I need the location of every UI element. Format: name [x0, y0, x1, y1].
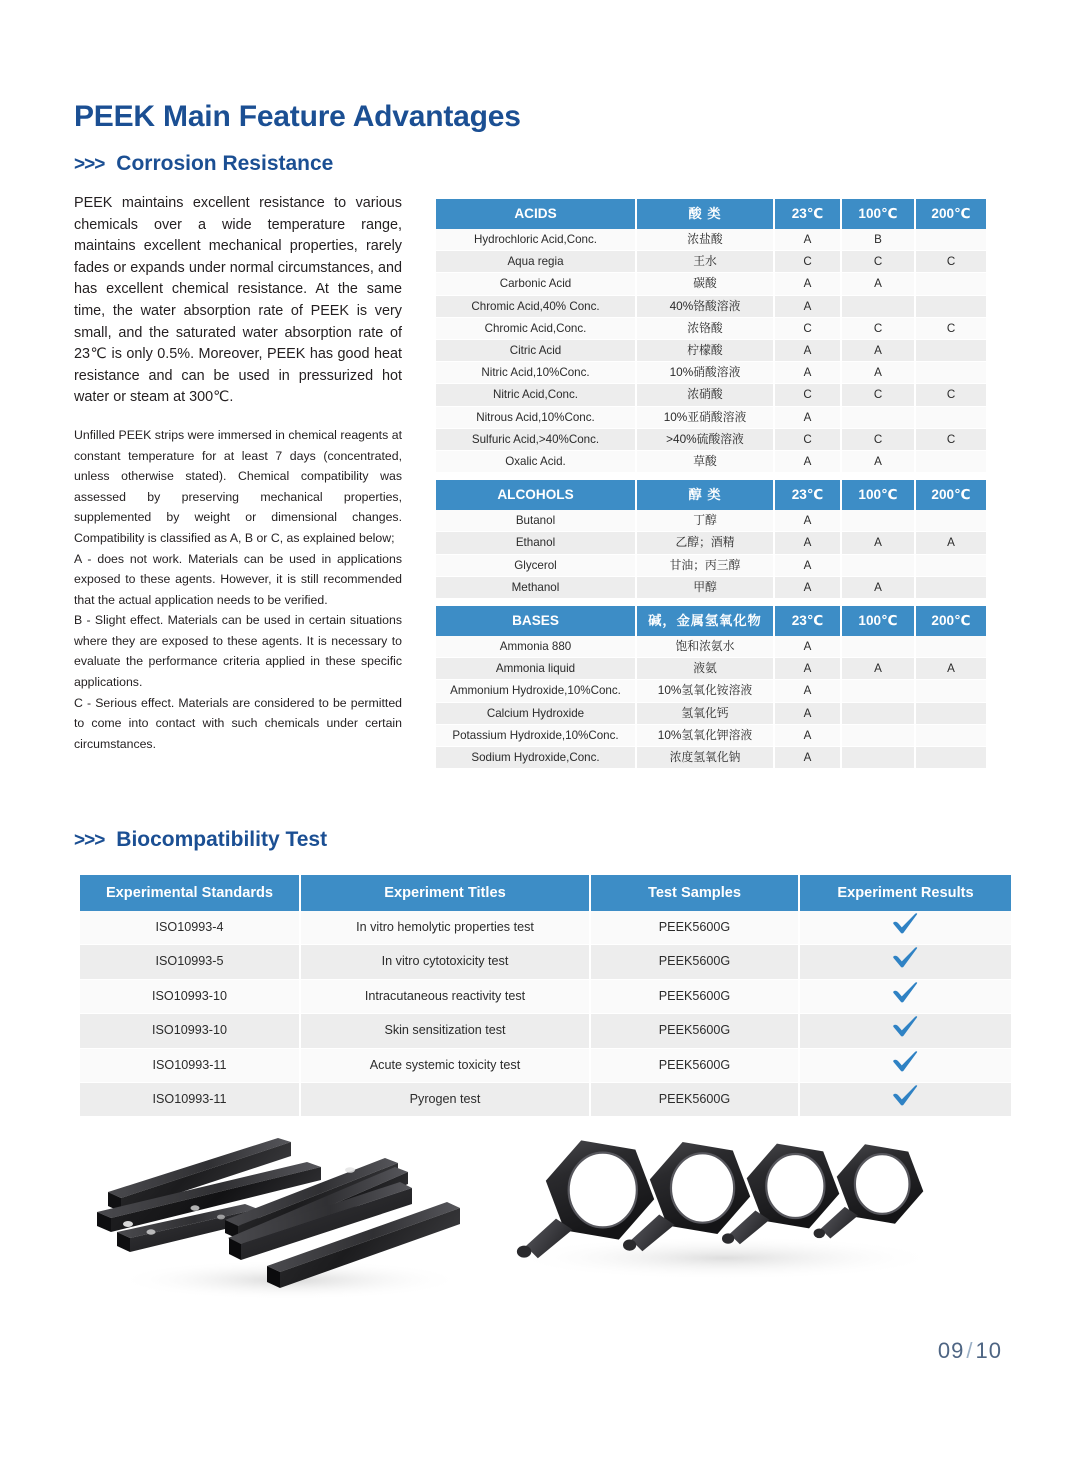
check-mark-icon [891, 981, 921, 1012]
table-row [436, 251, 986, 273]
table-row [80, 980, 1011, 1014]
table-row [436, 296, 986, 318]
rating-cell: C [916, 318, 986, 340]
table-header-row [80, 875, 1011, 911]
rating-cell: C [842, 318, 914, 340]
rating-cell [916, 577, 986, 599]
chemical-name-cn: 王水 [637, 251, 773, 273]
product-photo-row [0, 1110, 1080, 1320]
column-header: 醇 类 [637, 480, 773, 510]
rating-cell: A [775, 362, 840, 384]
table-row [436, 725, 986, 747]
rating-cell [916, 229, 986, 251]
check-mark-icon [891, 912, 921, 943]
column-header: 200℃ [916, 480, 986, 510]
chemical-name-cn: 甘油；丙三醇 [637, 555, 773, 577]
table-header-row [436, 606, 986, 636]
rating-cell: A [775, 658, 840, 680]
column-header: BASES [436, 606, 635, 636]
chemical-name-cn: 浓铬酸 [637, 318, 773, 340]
chemical-name-en: Glycerol [436, 555, 635, 577]
section-heading-corrosion-resistance [74, 152, 333, 176]
column-header: ACIDS [436, 199, 635, 229]
chemical-name-en: Butanol [436, 510, 635, 532]
column-header: 23℃ [775, 199, 840, 229]
rating-cell: C [916, 251, 986, 273]
table-row [436, 658, 986, 680]
rating-cell: A [775, 636, 840, 658]
method-paragraphs [74, 425, 402, 755]
rating-cell [842, 555, 914, 577]
column-header: 200℃ [916, 199, 986, 229]
table-row [436, 273, 986, 295]
chemical-name-en: Carbonic Acid [436, 273, 635, 295]
chemical-name-cn: 浓盐酸 [637, 229, 773, 251]
table-row [436, 680, 986, 702]
column-header: 100℃ [842, 199, 914, 229]
standard-cell: ISO10993-10 [80, 1014, 299, 1048]
rating-cell: C [842, 429, 914, 451]
chemical-name-en: Chromic Acid,40% Conc. [436, 296, 635, 318]
rating-cell: A [775, 555, 840, 577]
rating-cell [916, 407, 986, 429]
rating-cell: A [775, 229, 840, 251]
rating-cell [916, 555, 986, 577]
chemical-name-cn: 浓硝酸 [637, 384, 773, 406]
chemical-name-en: Ammonium Hydroxide,10%Conc. [436, 680, 635, 702]
chemical-name-cn: 柠檬酸 [637, 340, 773, 362]
rating-cell [916, 725, 986, 747]
experiment-title-cell: In vitro hemolytic properties test [301, 911, 589, 945]
experiment-result-cell [800, 945, 1011, 979]
page-number [938, 1338, 1002, 1364]
chemical-table [434, 199, 988, 473]
chemical-name-en: Nitrous Acid,10%Conc. [436, 407, 635, 429]
chemical-name-cn: 10%硝酸溶液 [637, 362, 773, 384]
section-heading-biocompatibility-test [74, 828, 327, 852]
rating-cell [842, 407, 914, 429]
rating-cell: C [775, 251, 840, 273]
rating-cell [916, 296, 986, 318]
table-row [436, 555, 986, 577]
chemical-name-cn: 10%亚硝酸溶液 [637, 407, 773, 429]
table-row [436, 577, 986, 599]
rating-cell: A [842, 532, 914, 554]
rating-cell: A [842, 451, 914, 473]
table-row [436, 703, 986, 725]
rating-cell: A [842, 340, 914, 362]
chemical-name-cn: 乙醇；酒精 [637, 532, 773, 554]
table-row [436, 318, 986, 340]
rating-cell: C [775, 384, 840, 406]
test-sample-cell: PEEK5600G [591, 1049, 798, 1083]
chemical-name-en: Citric Acid [436, 340, 635, 362]
chemical-name-en: Ammonia 880 [436, 636, 635, 658]
table-row [436, 429, 986, 451]
page-total: 10 [975, 1338, 1002, 1363]
table-row [80, 945, 1011, 979]
rating-cell [916, 636, 986, 658]
intro-paragraph: PEEK maintains excellent resistance to various chemicals over a wide temperature range, maintains excellent mechanical properties, rarely fades or expands under normal circumstances, and has excellent chemical resistance. At the same time, the water absorption rate of PEEK is very small, and the saturated water absorption rate of 23℃ is only 0.5%. Moreover, PEEK has good heat resistance and can be used in pressurized hot water or steam at 300℃. [74, 195, 402, 406]
table-row [436, 636, 986, 658]
chemical-name-cn: 饱和浓氨水 [637, 636, 773, 658]
rating-cell: B [842, 229, 914, 251]
check-mark-icon [891, 946, 921, 977]
table-row [436, 407, 986, 429]
rating-cell: A [775, 680, 840, 702]
table-row [436, 229, 986, 251]
rating-cell: A [775, 747, 840, 769]
chemical-name-cn: 10%氢氧化钾溶液 [637, 725, 773, 747]
rating-cell: A [842, 273, 914, 295]
biocompatibility-results-table [78, 875, 1013, 1117]
chevron-triple-icon: >>> [74, 830, 105, 851]
peek-rings-photo [495, 1118, 950, 1308]
experiment-result-cell [800, 911, 1011, 945]
column-header: 酸 类 [637, 199, 773, 229]
rating-cell [842, 636, 914, 658]
chemical-name-en: Calcium Hydroxide [436, 703, 635, 725]
section-title-text: Biocompatibility Test [116, 828, 328, 851]
experiment-title-cell: Skin sensitization test [301, 1014, 589, 1048]
test-sample-cell: PEEK5600G [591, 911, 798, 945]
test-sample-cell: PEEK5600G [591, 1083, 798, 1117]
test-sample-cell: PEEK5600G [591, 945, 798, 979]
rating-cell [916, 510, 986, 532]
standard-cell: ISO10993-4 [80, 911, 299, 945]
chemical-name-cn: 丁醇 [637, 510, 773, 532]
column-header: 23℃ [775, 606, 840, 636]
chemical-name-cn: 40%铬酸溶液 [637, 296, 773, 318]
chemical-name-cn: >40%硫酸溶液 [637, 429, 773, 451]
page-separator: / [966, 1338, 974, 1363]
column-header: 碱，金属氢氧化物 [637, 606, 773, 636]
table-row [80, 911, 1011, 945]
rating-cell: A [775, 340, 840, 362]
table-header-row [436, 199, 986, 229]
rating-cell [842, 703, 914, 725]
rating-cell [842, 296, 914, 318]
chemical-name-en: Oxalic Acid. [436, 451, 635, 473]
rating-cell: A [842, 658, 914, 680]
rating-cell: A [775, 407, 840, 429]
chemical-table [434, 480, 988, 599]
column-header: Experiment Results [800, 875, 1011, 911]
rating-cell [916, 680, 986, 702]
rating-cell: A [916, 658, 986, 680]
test-sample-cell: PEEK5600G [591, 1014, 798, 1048]
chemical-name-en: Nitric Acid,10%Conc. [436, 362, 635, 384]
experiment-result-cell [800, 1049, 1011, 1083]
chemical-compatibility-tables [434, 199, 988, 769]
biocompatibility-table [78, 875, 1003, 1117]
standard-cell: ISO10993-11 [80, 1049, 299, 1083]
experiment-result-cell [800, 980, 1011, 1014]
chemical-name-en: Nitric Acid,Conc. [436, 384, 635, 406]
table-row [436, 340, 986, 362]
table-gap [434, 473, 988, 480]
column-header: 23℃ [775, 480, 840, 510]
rating-cell: A [775, 273, 840, 295]
table-row [436, 532, 986, 554]
table-row [436, 747, 986, 769]
table-row [436, 451, 986, 473]
chemical-name-en: Ammonia liquid [436, 658, 635, 680]
rating-cell: A [775, 510, 840, 532]
chemical-table [434, 606, 988, 769]
rating-cell: A [775, 725, 840, 747]
standard-cell: ISO10993-11 [80, 1083, 299, 1117]
rating-cell [842, 680, 914, 702]
method-paragraph-1: Unfilled PEEK strips were immersed in chemical reagents at constant temperature for at least 7 days (concentrated, unless otherwise stated). Chemical compatibility was assessed by preserving mechanical properties, supplemented by weight or dimensional changes. Compatibility is classified as A, B or C, as explained below; [74, 427, 402, 545]
rating-b-description: B - Slight effect. Materials can be used in certain situations where they are exposed to these agents. It is necessary to evaluate the performance criteria applied in these specific applications. [74, 613, 402, 690]
table-row [80, 1014, 1011, 1048]
chemical-name-cn: 草酸 [637, 451, 773, 473]
rating-a-description: A - does not work. Materials can be used in applications exposed to these agents. However, it is still recommended that the actual application needs to be verified. [74, 551, 402, 607]
chemical-name-cn: 甲醇 [637, 577, 773, 599]
column-header: 100℃ [842, 606, 914, 636]
chemical-name-cn: 氢氧化钙 [637, 703, 773, 725]
chemical-name-en: Aqua regia [436, 251, 635, 273]
rating-cell: A [842, 362, 914, 384]
rating-cell: A [842, 577, 914, 599]
rating-cell: C [916, 384, 986, 406]
rating-cell: A [916, 532, 986, 554]
table-gap [434, 599, 988, 606]
chemical-name-cn: 10%氢氧化铵溶液 [637, 680, 773, 702]
rating-cell: C [916, 429, 986, 451]
page-current: 09 [937, 1338, 965, 1363]
chemical-name-en: Methanol [436, 577, 635, 599]
rating-cell: A [775, 577, 840, 599]
rating-cell: C [842, 251, 914, 273]
chemical-name-en: Sodium Hydroxide,Conc. [436, 747, 635, 769]
test-sample-cell: PEEK5600G [591, 980, 798, 1014]
chemical-name-en: Potassium Hydroxide,10%Conc. [436, 725, 635, 747]
rating-c-description: C - Serious effect. Materials are considered to be permitted to come into contact with such chemicals under certain circumstances. [74, 695, 402, 751]
experiment-title-cell: In vitro cytotoxicity test [301, 945, 589, 979]
page-title: PEEK Main Feature Advantages [74, 100, 521, 133]
chemical-name-cn: 碳酸 [637, 273, 773, 295]
experiment-title-cell: Pyrogen test [301, 1083, 589, 1117]
column-header: ALCOHOLS [436, 480, 635, 510]
chemical-name-cn: 液氨 [637, 658, 773, 680]
rating-cell: C [775, 429, 840, 451]
experiment-title-cell: Acute systemic toxicity test [301, 1049, 589, 1083]
column-header: Experimental Standards [80, 875, 299, 911]
rating-cell [842, 725, 914, 747]
rating-cell: A [775, 532, 840, 554]
chemical-name-en: Ethanol [436, 532, 635, 554]
rating-cell [916, 273, 986, 295]
rating-cell: A [775, 703, 840, 725]
table-row [436, 362, 986, 384]
rating-cell [916, 703, 986, 725]
table-row [80, 1049, 1011, 1083]
rating-cell [842, 747, 914, 769]
rating-cell [916, 747, 986, 769]
rating-cell [916, 451, 986, 473]
rating-cell [916, 340, 986, 362]
standard-cell: ISO10993-5 [80, 945, 299, 979]
check-mark-icon [891, 1050, 921, 1081]
column-header: Test Samples [591, 875, 798, 911]
chevron-triple-icon: >>> [74, 154, 105, 175]
column-header: Experiment Titles [301, 875, 589, 911]
table-header-row [436, 480, 986, 510]
corrosion-text-column [74, 193, 402, 754]
rating-cell: C [842, 384, 914, 406]
experiment-title-cell: Intracutaneous reactivity test [301, 980, 589, 1014]
chemical-name-en: Sulfuric Acid,>40%Conc. [436, 429, 635, 451]
check-mark-icon [891, 1015, 921, 1046]
experiment-result-cell [800, 1014, 1011, 1048]
chemical-name-cn: 浓度氢氧化钠 [637, 747, 773, 769]
table-row [436, 510, 986, 532]
peek-strips-photo [95, 1120, 480, 1310]
section-title-text: Corrosion Resistance [116, 152, 334, 175]
rating-cell: A [775, 451, 840, 473]
rating-cell: A [775, 296, 840, 318]
column-header: 100℃ [842, 480, 914, 510]
standard-cell: ISO10993-10 [80, 980, 299, 1014]
column-header: 200℃ [916, 606, 986, 636]
table-row [436, 384, 986, 406]
chemical-name-en: Chromic Acid,Conc. [436, 318, 635, 340]
rating-cell [916, 362, 986, 384]
rating-cell: C [775, 318, 840, 340]
chemical-name-en: Hydrochloric Acid,Conc. [436, 229, 635, 251]
rating-cell [842, 510, 914, 532]
